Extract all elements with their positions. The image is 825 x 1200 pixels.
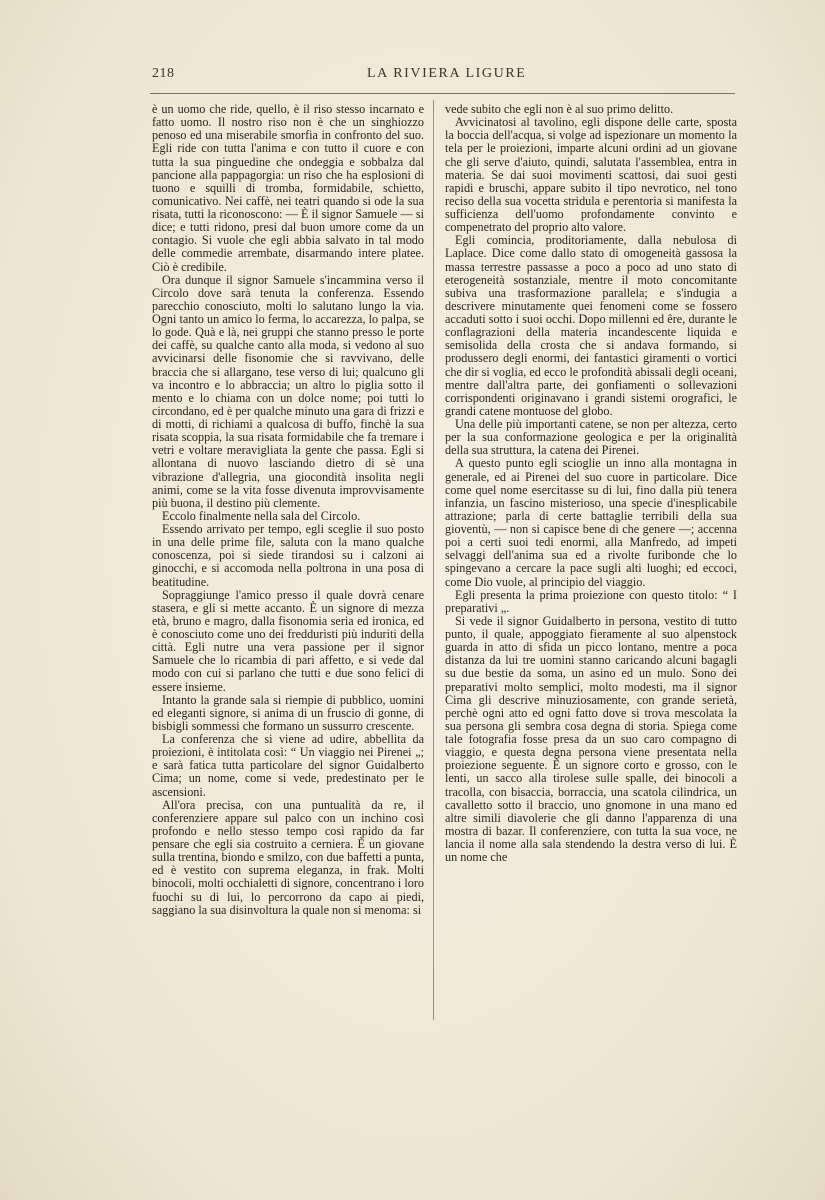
page-number: 218 — [152, 66, 175, 81]
paragraph: A questo punto egli scioglie un inno alla montagna in generale, ed ai Pirenei del suo cuore in particolare. Dice come quel nome esercitasse su di lui, fino dalla più tenera infanzia, un fascino misterioso, una specie d'inesplicabile attrazione; parla di certe battaglie terribili della sua gioventù, — non si capisce bene di che genere —; accenna poi a certi suoi tedi enormi, alla Manfredo, ad impeti selvaggi dell'anima sua ed a rivolte furibonde che lo spingevano a cercare la pace sugli alti luoghi; ed eccoci, come Dio vuole, al principio del viaggio. — [445, 456, 737, 589]
text-column-right — [445, 103, 737, 864]
paragraph: è un uomo che ride, quello, è il riso stesso incarnato e fatto uomo. Il nostro riso non è che un singhiozzo penoso ed una miserabile smorfia in confronto del suo. Egli ride con tutta l'anima e con tutto il cuore e con tutta la sua pinguedine che ondeggia e sobbalza dal pancione alla pappagorgia: un riso che ha esplosioni di tuono e squilli di tromba, formidabile, schietto, comunicativo. Nei caffè, nei teatri quando si ode la sua risata, tutti la riconoscono: — È il signor Samuele — si dice; e tutti ridono, presi dal buon umore come da un contagio. Si vuole che egli abbia salvato in tal modo delle commedie arrembate, disarmando intere platee. Ciò è credibile. — [152, 102, 424, 274]
paragraph: All'ora precisa, con una puntualità da re, il conferenziere appare sul palco con un inchino così profondo e nello stesso tempo così rapido da far pensare che egli sia costruito a cerniera. È un giovane sulla trentina, biondo e smilzo, con due baffetti a punta, ed è vestito con suprema eleganza, in frak. Molti binocoli, molti occhialetti di signore, concentrano i loro fuochi su di lui, lo percorrono da capo ai piedi, saggiano la sua disinvoltura la quale non si menoma: si — [152, 797, 424, 917]
paragraph: Intanto la grande sala si riempie di pubblico, uomini ed eleganti signore, si anima di un fruscio di gonne, di bisbigli sommessi che formano un sussurro crescente. — [152, 692, 424, 733]
column-divider — [433, 100, 434, 1020]
header-rule — [150, 93, 735, 94]
text-column-left — [152, 103, 424, 917]
paragraph: La conferenza che si viene ad udire, abbellita da proiezioni, è intitolata così: “ Un viaggio nei Pirenei „; e sarà fatica tutta particolare del signor Guidalberto Cima; un nome, come si vede, predestinato per le ascensioni. — [152, 732, 424, 799]
page-header — [152, 66, 732, 90]
paragraph: Eccolo finalmente nella sala del Circolo. — [162, 508, 361, 523]
paragraph: Egli presenta la prima proiezione con questo titolo: “ I preparativi „. — [445, 587, 737, 615]
paragraph: Ora dunque il signor Samuele s'incammina verso il Circolo dove sarà tenuta la conferenza. Essendo parecchio conosciuto, molti lo salutano lungo la via. Ogni tanto un amico lo ferma, lo accarezza, lo palpa, se lo gode. Quà e là, nei gruppi che stanno presso le porte dei caffè, su qualche canto alla moda, si vedono al suo avvicinarsi delle fisonomie che si ravvivano, delle braccia che si allargano, tese verso di lui; qualcuno gli va incontro e lo abbraccia; un altro lo piglia sotto il mento e lo chiama con un dolce nome; poi tutti lo circondano, ed è per qualche minuto una gara di frizzi e di motti, di richiami a qualcosa di buffo, finchè la sua risata scoppia, la sua risata formidabile che fa tremare i vetri e voltare meravigliata la gente che passa. Egli si allontana di nuovo lasciando dietro di sè una vibrazione d'allegria, una giocondità insolita negli animi, come se la vita fosse divenuta improvvisamente più buona, il destino più clemente. — [152, 272, 424, 510]
paragraph: Si vede il signor Guidalberto in persona, vestito di tutto punto, il quale, appoggiato fieramente al suo alpenstock guarda in atto di sfida un picco lontano, mentre a poca distanza da lui tre uomini stanno caricando alcuni bagagli su due bestie da soma, un asino ed un mulo. Sono dei preparativi molto semplici, molto modesti, ma il signor Cima gli descrive minuziosamente, con grande serietà, perchè ogni atto ed ogni fatto dove si trova mescolata la sua persona gli sembra cosa degna di storia. Spiega come tale fotografia fosse presa da un suo caro compagno di viaggio, e questa degna persona viene presentata nella proiezione seguente. È un signore corto e grosso, con le lenti, un sacco alla tirolese sulle spalle, dei binocoli a tracolla, con bisaccia, borraccia, una scatola cilindrica, un cavalletto sotto il braccio, uno gnomone in una mano ed altre simili diavolerie che gli danno l'apparenza di una mostra di bazar. Il conferenziere, con tutta la sua voce, ne lancia il nome alla sala stendendo la destra verso di lui. È un nome che — [445, 613, 737, 865]
paragraph: Avvicinatosi al tavolino, egli dispone delle carte, sposta la boccia dell'acqua, si volge ad ispezionare un momento la tela per le proiezioni, imparte alcuni ordini ad un giovane che gli serve d'aiuto, quindi, salutata l'assemblea, entra in materia. Se dai suoi movimenti scattosi, dai suoi gesti rapidi e bruschi, appare subito il tipo nevrotico, nel tono reciso della sua vocetta stridula e perentoria si manifesta la sufficienza dell'uomo profondamente convinto e compenetrato del proprio alto valore. — [445, 115, 737, 235]
paragraph: Egli comincia, proditoriamente, dalla nebulosa di Laplace. Dice come dallo stato di omogeneità gassosa la massa terrestre passasse a poco a poco ad uno stato di eterogeneità sostanziale, mentre il moto concomitante subiva una trasformazione parallela; e s'indugia a descrivere minutamente quei fenomeni come se fossero accaduti sotto i suoi occhi. Dopo millenni ed êre, durante le conflagrazioni della materia incandescente liquida e semisolida della crosta che si andava formando, si produssero degli enormi, dei fantastici giramenti o vortici che dir si voglia, ed ecco le profondità abissali degli oceani, mentre dall'altra parte, dei gonfiamenti o sollevazioni corrispondenti originavano i grandi sistemi orografici, le grandi catene montuose del globo. — [445, 233, 737, 418]
paragraph: Essendo arrivato per tempo, egli sceglie il suo posto in una delle prime file, saluta con la mano qualche conoscenza, poi si siede tirandosi su i calzoni ai ginocchi, e si accomoda nella poltrona in una posa di beatitudine. — [152, 522, 424, 589]
paragraph: Sopraggiunge l'amico presso il quale dovrà cenare stasera, e gli si mette accanto. È un signore di mezza età, bruno e magro, dalla fisonomia seria ed ironica, ed è conosciuto come uno dei freddurìsti più induriti della città. Egli nutre una vera passione per il signor Samuele che lo ricambia di pari affetto, e si vede dal modo con cui si parlano che tutti e due sono felici di essere insieme. — [152, 587, 424, 694]
paragraph: vede subito che egli non è al suo primo delitto. — [445, 102, 674, 116]
running-title: LA RIVIERA LIGURE — [367, 66, 527, 81]
paragraph: Una delle più importanti catene, se non per altezza, certo per la sua conformazione geologica e per la originalità della sua struttura, la catena dei Pirenei. — [445, 417, 737, 458]
